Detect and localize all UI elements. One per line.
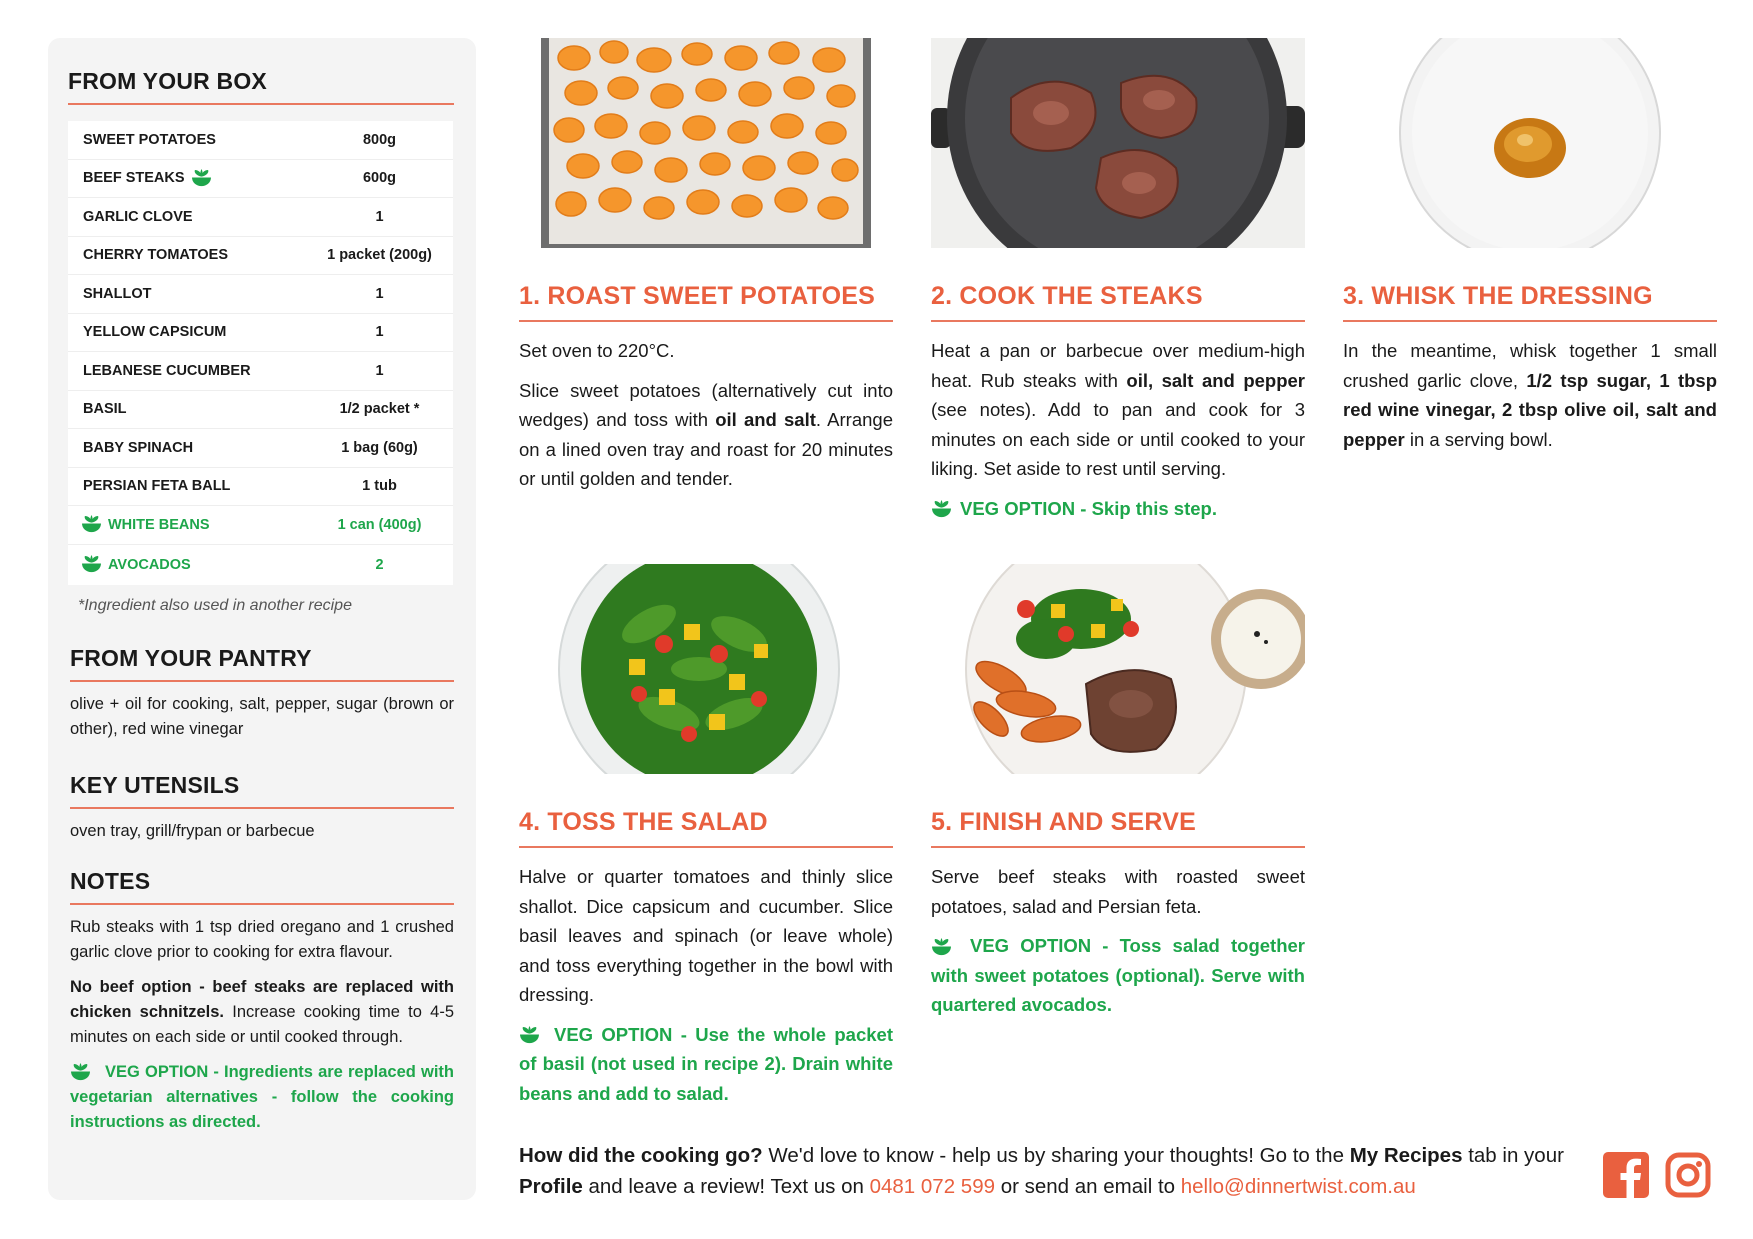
ingredient-row <box>68 314 453 353</box>
step-1-text-1: Set oven to 220°C. <box>519 340 675 361</box>
veg-note-text: VEG OPTION - Ingredients are replaced with vegetarian alternatives - follow the cooking instructions as directed. <box>70 1062 454 1131</box>
utensils-title: KEY UTENSILS <box>70 772 454 809</box>
ingredient-name: YELLOW CAPSICUM <box>83 324 227 341</box>
step-1 <box>519 38 893 494</box>
leaf-icon <box>931 500 952 519</box>
ingredient-qty: 800g <box>362 131 397 148</box>
step-2-text <box>931 336 1305 484</box>
step-2-veg <box>931 494 1305 524</box>
ingredient-qty: 600g <box>362 170 397 187</box>
step-2 <box>931 38 1305 523</box>
step-3-title: 3. WHISK THE DRESSING <box>1343 282 1717 322</box>
veg-note <box>70 1060 454 1135</box>
ingredient-name: BASIL <box>83 401 127 418</box>
footer-text-4: or send an email to <box>995 1175 1181 1198</box>
step-5-text: Serve beef steaks with roasted sweet potatoes, salad and Persian feta. <box>931 866 1305 917</box>
step-3-text-bold: 1/2 tsp sugar, 1 tbsp red wine vinegar, 2 tbsp olive oil, salt and pepper <box>1343 369 1717 450</box>
no-beef-bold: No beef option - beef steaks are replaced with chicken schnitzels. <box>70 977 454 1021</box>
step-2-text-a: Heat a pan or barbecue over medium-high heat. Rub steaks with <box>931 340 1305 391</box>
ingredient-row-veg <box>68 506 453 545</box>
ingredient-name: BABY SPINACH <box>83 439 194 456</box>
step-4-veg <box>519 1020 893 1109</box>
finish-serve-photo <box>931 564 1305 774</box>
step-4-text: Halve or quarter tomatoes and thinly slice shallot. Dice capsicum and cucumber. Slice basil leaves and spinach (or leave whole) and toss everything together in the bowl with dressing. <box>519 866 893 1005</box>
pantry-text: olive + oil for cooking, salt, pepper, sugar (brown or other), red wine vinegar <box>70 694 454 738</box>
notes-section <box>70 868 454 1135</box>
my-recipes-link[interactable]: My Recipes <box>1349 1144 1463 1167</box>
ingredient-name: PERSIAN FETA BALL <box>83 478 231 495</box>
utensils-text: oven tray, grill/frypan or barbecue <box>70 821 315 840</box>
leaf-icon <box>519 1026 540 1045</box>
leaf-icon <box>191 169 212 188</box>
footer-text-1: We'd love to know - help us by sharing your thoughts! Go to the <box>762 1144 1350 1167</box>
step-2-text-c: (see notes). Add to pan and cook for 3 minutes on each side or until cooked to your liking. Set aside to rest until serving. <box>931 399 1305 479</box>
step-1-text-bold: oil and salt <box>715 409 816 430</box>
step-3-text-a: In the meantime, whisk together 1 small crushed garlic clove, <box>1343 340 1717 391</box>
ingredient-qty: 1 <box>375 324 384 341</box>
ingredient-row <box>68 160 453 199</box>
ingredient-qty: 1 can (400g) <box>337 516 422 533</box>
ingredient-qty: 1 <box>375 285 384 302</box>
ingredient-name: SHALLOT <box>83 285 152 302</box>
no-beef-rest: Increase cooking time to 4-5 minutes on each side or until cooked through. <box>70 1002 455 1046</box>
step-4 <box>519 564 893 1108</box>
email-link[interactable]: hello@dinnertwist.com.au <box>1180 1175 1416 1198</box>
facebook-icon[interactable] <box>1603 1152 1649 1198</box>
step-4-veg-text: VEG OPTION - Use the whole packet of basil (not used in recipe 2). Drain white beans and add to salad. <box>519 1023 893 1104</box>
roast-sweet-potatoes-photo <box>519 38 893 248</box>
ingredient-name: AVOCADOS <box>108 556 191 573</box>
ingredient-footnote: *Ingredient also used in another recipe <box>78 596 352 614</box>
step-4-title: 4. TOSS THE SALAD <box>519 808 893 848</box>
pantry-title: FROM YOUR PANTRY <box>70 645 454 682</box>
step-2-text-bold: oil, salt and pepper <box>1126 369 1306 391</box>
step-3 <box>1343 38 1717 454</box>
ingredient-row <box>68 391 453 430</box>
ingredients-panel <box>48 38 476 1200</box>
pantry-section <box>70 645 454 742</box>
step-5 <box>931 564 1305 1020</box>
step-1-title: 1. ROAST SWEET POTATOES <box>519 282 893 322</box>
step-1-text-c: . Arrange on a lined oven tray and roast for 20 minutes or until golden and tender. <box>519 409 893 489</box>
ingredient-row <box>68 237 453 276</box>
leaf-icon <box>81 515 102 534</box>
feedback-footer <box>519 1140 1579 1202</box>
ingredient-row <box>68 121 453 160</box>
ingredient-name: WHITE BEANS <box>108 516 210 533</box>
step-3-text <box>1343 336 1717 454</box>
ingredient-qty: 1 <box>375 362 384 379</box>
step-1-text-2 <box>519 376 893 494</box>
notes-title: NOTES <box>70 868 454 905</box>
profile-link[interactable]: Profile <box>519 1175 583 1198</box>
ingredient-name: LEBANESE CUCUMBER <box>83 362 251 379</box>
ingredient-row <box>68 275 453 314</box>
step-3-text-c: in a serving bowl. <box>1404 428 1553 450</box>
ingredient-row <box>68 352 453 391</box>
notes-text: Rub steaks with 1 tsp dried oregano and 1 crushed garlic clove prior to cooking for extra flavour. <box>70 917 454 961</box>
from-box-title: FROM YOUR BOX <box>68 68 454 105</box>
footer-text-3: and leave a review! Text us on <box>582 1175 870 1198</box>
footer-text-2: tab in your <box>1462 1144 1564 1167</box>
leaf-icon <box>81 555 102 574</box>
ingredient-qty: 2 <box>375 556 384 573</box>
ingredients-table <box>68 121 453 585</box>
ingredient-qty: 1 bag (60g) <box>341 439 418 456</box>
step-5-veg <box>931 931 1305 1020</box>
ingredient-qty: 1/2 packet * <box>339 401 420 418</box>
ingredient-qty: 1 packet (200g) <box>327 247 432 264</box>
ingredient-name: BEEF STEAKS <box>83 170 185 187</box>
step-2-title: 2. COOK THE STEAKS <box>931 282 1305 322</box>
toss-salad-photo <box>519 564 893 774</box>
step-2-veg-text: VEG OPTION - Skip this step. <box>960 497 1217 519</box>
phone-link[interactable]: 0481 072 599 <box>869 1175 995 1198</box>
cook-steaks-photo <box>931 38 1305 248</box>
step-5-veg-text: VEG OPTION - Toss salad together with sweet potatoes (optional). Serve with quartered avocados. <box>931 935 1305 1015</box>
ingredient-qty: 1 tub <box>362 478 397 495</box>
step-1-text-a: Slice sweet potatoes (alternatively cut into wedges) and toss with <box>519 379 893 430</box>
step-5-title: 5. FINISH AND SERVE <box>931 808 1305 848</box>
ingredient-row <box>68 429 453 468</box>
ingredient-name: GARLIC CLOVE <box>83 208 193 225</box>
ingredient-qty: 1 <box>375 208 384 225</box>
ingredient-row-veg <box>68 545 453 585</box>
utensils-section <box>70 772 454 844</box>
no-beef-note <box>70 975 454 1050</box>
ingredient-name: CHERRY TOMATOES <box>83 247 229 264</box>
footer-question: How did the cooking go? <box>519 1144 763 1167</box>
leaf-icon <box>70 1063 91 1082</box>
whisk-dressing-photo <box>1343 38 1717 248</box>
ingredient-name: SWEET POTATOES <box>83 131 216 148</box>
instagram-icon[interactable] <box>1665 1152 1711 1198</box>
ingredient-row <box>68 198 453 237</box>
leaf-icon <box>931 938 952 957</box>
ingredient-row <box>68 468 453 507</box>
